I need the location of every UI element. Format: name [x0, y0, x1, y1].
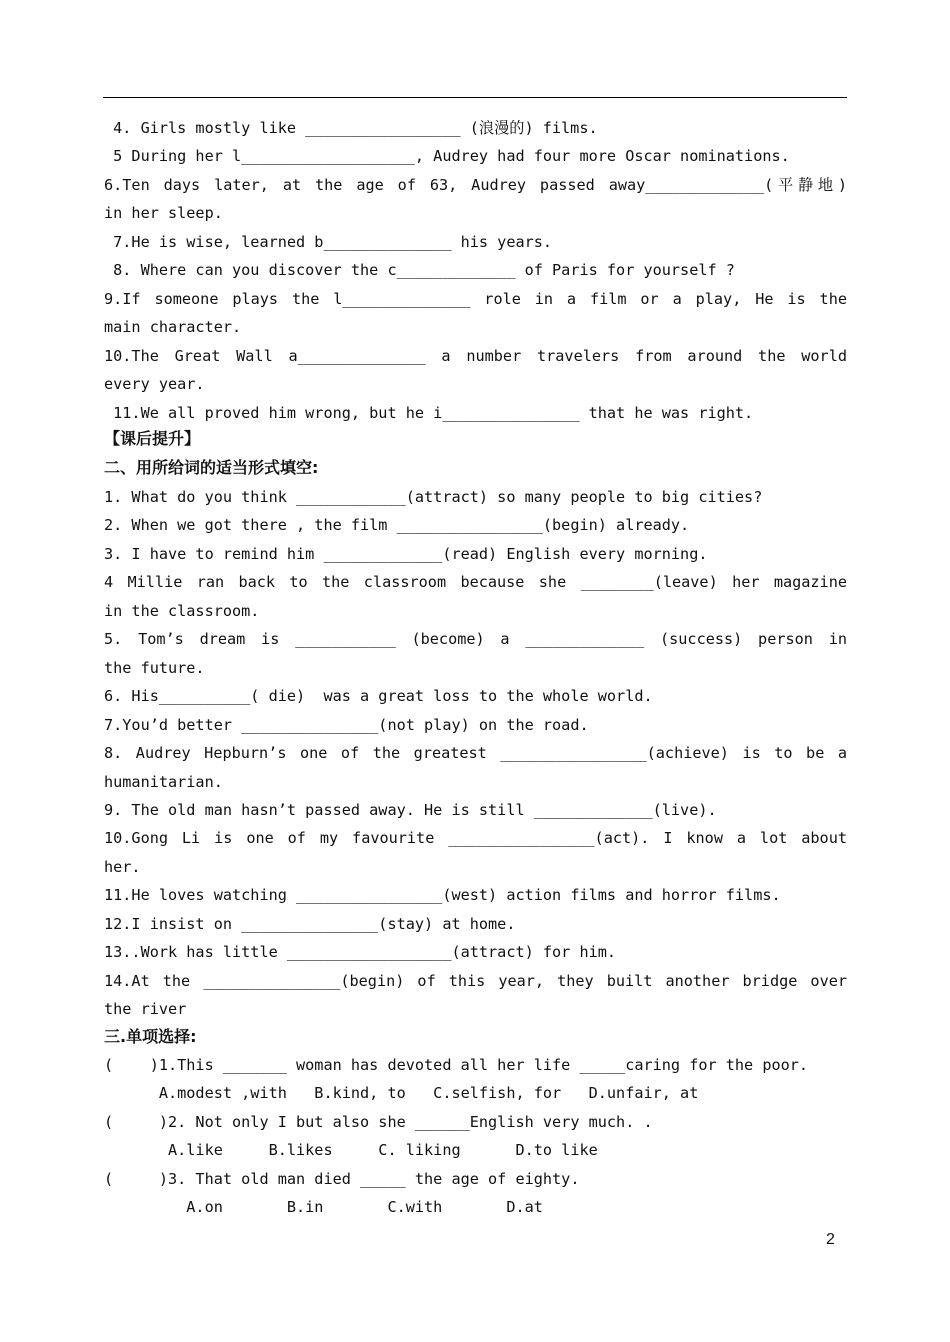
text-line: 13..Work has little __________________(attract) for him.: [104, 943, 617, 962]
text-line: ( )2. Not only I but also she ______English very much. .: [104, 1112, 653, 1131]
text-line: 7.You’d better _______________(not play) on the road.: [104, 715, 589, 734]
text-line: 12.I insist on _______________(stay) at home.: [104, 914, 516, 933]
text-line: 3. I have to remind him _____________(read) English every morning.: [104, 544, 708, 563]
text-line: her.: [104, 857, 141, 876]
heading-section2: 二、用所给词的适当形式填空:: [104, 458, 319, 477]
text-line: A.modest ,with B.kind, to C.selfish, for D.unfair, at: [104, 1084, 699, 1103]
text-line: in the classroom.: [104, 601, 260, 620]
text-line: in her sleep.: [104, 204, 223, 223]
page-number: 2: [826, 1231, 835, 1248]
text-line: the river: [104, 1000, 187, 1019]
text-line: 7.He is wise, learned b______________ his years.: [104, 232, 553, 251]
text-line: 4 Millie ran back to the classroom because she ________(leave) her magazine: [104, 573, 847, 592]
text-line: 9.If someone plays the l______________ role in a film or a play, He is the: [104, 289, 847, 308]
text-line: 10.The Great Wall a______________ a number travelers from around the world: [104, 346, 847, 365]
heading-section3: 三.单项选择:: [104, 1027, 197, 1046]
text-line: every year.: [104, 375, 205, 394]
text-line: 11.He loves watching ________________(west) action films and horror films.: [104, 886, 781, 905]
text-line: the future.: [104, 658, 205, 677]
text-line: humanitarian.: [104, 772, 223, 791]
text-line: main character.: [104, 318, 242, 337]
header-rule: [103, 97, 847, 98]
text-line: 6.Ten days later, at the age of 63, Audrey passed away_____________(平静地): [104, 175, 847, 194]
text-line: ( )3. That old man died _____ the age of eighty.: [104, 1169, 580, 1188]
text-line: 8. Where can you discover the c_____________ of Paris for yourself ?: [104, 261, 735, 280]
text-line: 5. Tom’s dream is ___________ (become) a _____________ (success) person in: [104, 630, 847, 649]
text-line: 10.Gong Li is one of my favourite ________________(act). I know a lot about: [104, 829, 847, 848]
text-line: 9. The old man hasn’t passed away. He is still _____________(live).: [104, 800, 717, 819]
text-line: A.on B.in C.with D.at: [104, 1198, 543, 1217]
text-line: 1. What do you think ____________(attract) so many people to big cities?: [104, 488, 763, 506]
text-line: 5 During her l___________________, Audrey had four more Oscar nominations.: [104, 147, 790, 166]
heading-after-class: 【课后提升】: [104, 429, 201, 448]
text-line: 8. Audrey Hepburn’s one of the greatest ________________(achieve) is to be a: [104, 744, 847, 763]
text-line: 4. Girls mostly like _________________ (浪漫的) films.: [104, 119, 598, 137]
text-line: 2. When we got there , the film ________________(begin) already.: [104, 516, 690, 535]
text-line: 14.At the _______________(begin) of this year, they built another bridge over: [104, 971, 847, 990]
text-line: 6. His__________( die) was a great loss to the whole world.: [104, 687, 653, 706]
text-line: 11.We all proved him wrong, but he i_______________ that he was right.: [104, 403, 754, 422]
text-line: A.like B.likes C. liking D.to like: [104, 1141, 598, 1160]
text-line: ( )1.This _______ woman has devoted all her life _____caring for the poor.: [104, 1056, 809, 1074]
